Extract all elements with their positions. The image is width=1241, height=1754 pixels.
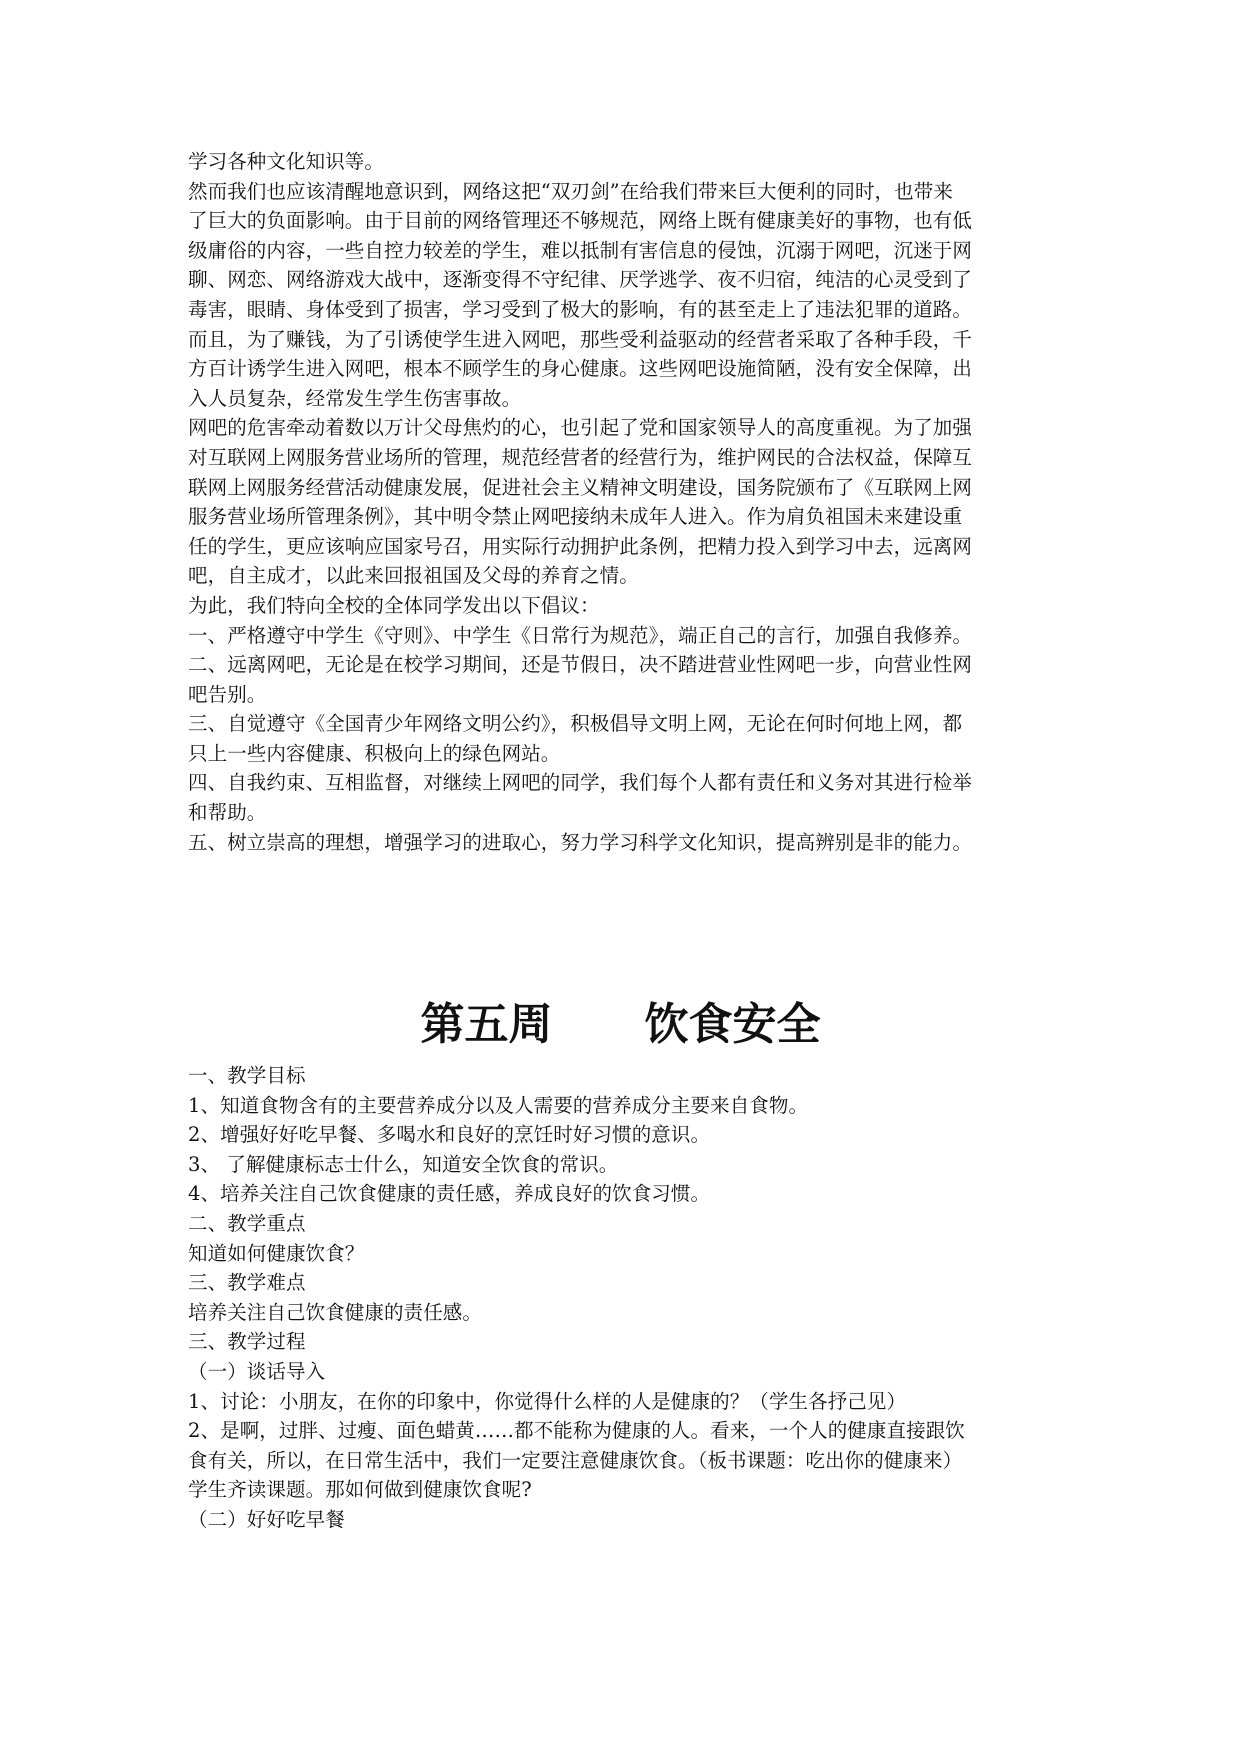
food-safety-lesson-text: [188, 1061, 1058, 1535]
text-line: 知道如何健康饮食？: [188, 1241, 365, 1265]
text-line: 吧，自主成才，以此来回报祖国及父母的养育之情。: [188, 564, 639, 588]
text-line: 三、教学难点: [188, 1271, 306, 1295]
text-line: 只上一些内容健康、积极向上的绿色网站。: [188, 741, 561, 765]
internet-cafe-proposal-text: [188, 147, 1058, 857]
text-line: 1、讨论：小朋友，在你的印象中，你觉得什么样的人是健康的？（学生各抒己见）: [188, 1389, 907, 1413]
text-line: 三、自觉遵守《全国青少年网络文明公约》，积极倡导文明上网，无论在何时何地上网，都: [188, 712, 963, 736]
text-line: 服务营业场所管理条例》，其中明令禁止网吧接纳未成年人进入。作为肩负祖国未来建设重: [188, 505, 963, 529]
text-line: 为此，我们特向全校的全体同学发出以下倡议：: [188, 593, 600, 617]
text-line: 联网上网服务经营活动健康发展，促进社会主义精神文明建设，国务院颁布了《互联网上网: [188, 475, 973, 499]
text-line: 学生齐读课题。那如何做到健康饮食呢?: [188, 1478, 532, 1502]
text-line: 食有关，所以，在日常生活中，我们一定要注意健康饮食。（板书课题：吃出你的健康来）: [188, 1448, 963, 1472]
text-line: 五、树立崇高的理想，增强学习的进取心，努力学习科学文化知识，提高辨别是非的能力。: [188, 830, 973, 854]
text-line: 任的学生，更应该响应国家号召，用实际行动拥护此条例，把精力投入到学习中去，远离网: [188, 534, 973, 558]
text-line: 培养关注自己饮食健康的责任感。: [188, 1300, 483, 1324]
text-line: 2、增强好好吃早餐、多喝水和良好的烹饪时好习惯的意识。: [188, 1123, 711, 1147]
section-title: 第五周 饮食安全: [420, 999, 821, 1050]
text-line: 吧告别。: [188, 682, 267, 706]
text-line: 网吧的危害牵动着数以万计父母焦灼的心，也引起了党和国家领导人的高度重视。为了加强: [188, 416, 973, 440]
text-line: 学习各种文化知识等。: [188, 150, 385, 173]
text-line: 四、自我约束、互相监督，对继续上网吧的同学，我们每个人都有责任和义务对其进行检举: [188, 771, 973, 795]
text-line: 了巨大的负面影响。由于目前的网络管理还不够规范，网络上既有健康美好的事物，也有低: [188, 209, 973, 233]
text-line: 入人员复杂，经常发生学生伤害事故。: [188, 386, 522, 410]
text-line: 3、 了解健康标志士什么，知道安全饮食的常识。: [188, 1152, 619, 1176]
text-line: 方百计诱学生进入网吧，根本不顾学生的身心健康。这些网吧设施简陋，没有安全保障，出: [188, 357, 973, 381]
text-line: 级庸俗的内容，一些自控力较差的学生，难以抵制有害信息的侵蚀，沉溺于网吧，沉迷于网: [188, 238, 973, 262]
text-line: （一）谈话导入: [188, 1359, 326, 1383]
text-line: 二、教学重点: [188, 1211, 306, 1235]
text-line: 和帮助。: [188, 801, 267, 825]
text-line: 一、教学目标: [188, 1064, 306, 1087]
text-line: 4、培养关注自己饮食健康的责任感，养成良好的饮食习惯。: [188, 1182, 711, 1206]
text-line: 2、是啊，过胖、过瘦、面色蜡黄……都不能称为健康的人。看来，一个人的健康直接跟饮: [188, 1419, 965, 1443]
text-line: 一、严格遵守中学生《守则》、中学生《日常行为规范》，端正自己的言行，加强自我修养。: [188, 623, 973, 647]
text-line: 毒害，眼睛、身体受到了损害，学习受到了极大的影响，有的甚至走上了违法犯罪的道路。: [188, 297, 973, 321]
text-line: 三、教学过程: [188, 1330, 306, 1354]
text-line: 而且，为了赚钱，为了引诱使学生进入网吧，那些受利益驱动的经营者采取了各种手段，千: [188, 327, 973, 351]
text-line: 对互联网上网服务营业场所的管理，规范经营者的经营行为，维护网民的合法权益，保障互: [188, 445, 973, 469]
text-line: 1、知道食物含有的主要营养成分以及人需要的营养成分主要来自食物。: [188, 1093, 809, 1117]
text-line: 然而我们也应该清醒地意识到，网络这把“双刃剑”在给我们带来巨大便利的同时，也带来: [188, 179, 953, 203]
text-line: （二）好好吃早餐: [188, 1507, 345, 1531]
text-line: 二、远离网吧，无论是在校学习期间，还是节假日，决不踏进营业性网吧一步，向营业性网: [188, 653, 973, 677]
text-line: 聊、网恋、网络游戏大战中，逐渐变得不守纪律、厌学逃学、夜不归宿，纯洁的心灵受到了: [188, 268, 973, 292]
